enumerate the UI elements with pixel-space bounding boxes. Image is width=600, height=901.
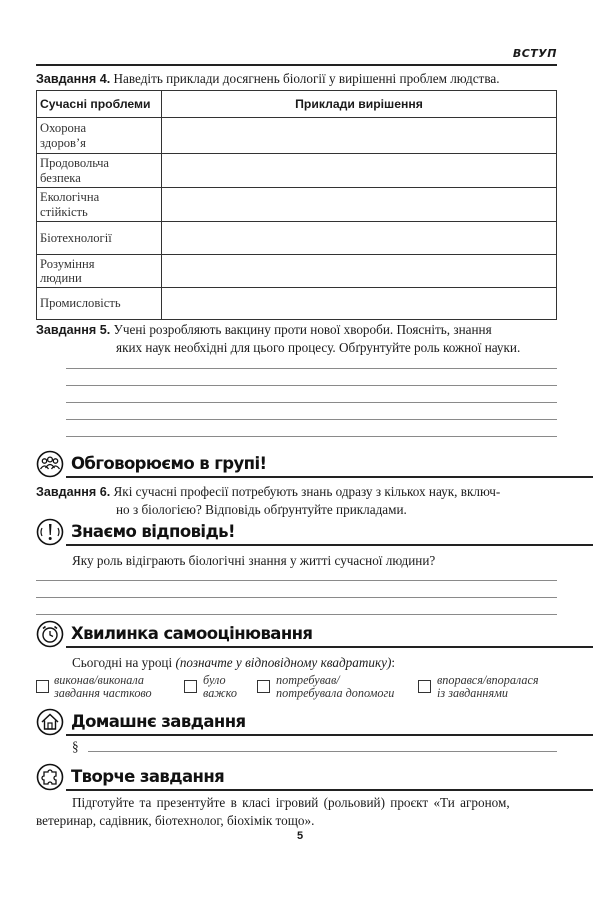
task6-label: Завдання 6. (36, 485, 111, 499)
solution-cell[interactable] (162, 222, 557, 255)
table-row (37, 255, 557, 288)
paragraph-sign: § (72, 739, 79, 754)
answer-line[interactable] (36, 580, 557, 581)
problem-cell: Промисловість (37, 288, 162, 320)
header-rule (36, 64, 557, 66)
option-partially-label: виконав/виконала завдання частково (54, 673, 152, 700)
section-rule (66, 544, 593, 546)
house-icon (36, 708, 64, 736)
table-row (37, 222, 557, 255)
answer-line[interactable] (66, 402, 557, 403)
section-know-question: Яку роль відіграють біологічні знання у житті сучасної людини? (72, 553, 436, 568)
option-difficult-label: було важко (203, 673, 237, 700)
solution-cell[interactable] (162, 255, 557, 288)
task6-heading (36, 483, 500, 501)
table-row (37, 118, 557, 154)
answer-line[interactable] (66, 419, 557, 420)
problem-cell: Продовольча безпека (37, 154, 162, 188)
section-selfeval-title: Хвилинка самооцінювання (71, 624, 313, 643)
problem-cell: Екологічна стійкість (37, 188, 162, 222)
alarm-clock-icon (36, 620, 64, 648)
task5-heading (36, 321, 492, 339)
option-needed-help-label: потребував/ потребувала допомоги (276, 673, 395, 700)
checkbox-difficult[interactable] (184, 680, 197, 693)
table-header-row (37, 91, 557, 118)
selfeval-prompt: Сьогодні на уроці (позначте у відповідному квадратику): (72, 655, 396, 670)
checkbox-managed[interactable] (418, 680, 431, 693)
section-homework-title: Домашнє завдання (71, 712, 246, 731)
puzzle-icon (36, 763, 64, 791)
problem-cell: Біотехнології (37, 222, 162, 255)
section-rule (66, 789, 593, 791)
task4-label: Завдання 4. (36, 72, 111, 86)
section-rule (66, 734, 593, 736)
table-row (37, 288, 557, 320)
option-managed-label: впорався/впоралася із завданнями (437, 673, 539, 700)
answer-line[interactable] (66, 368, 557, 369)
homework-answer-line[interactable] (88, 751, 557, 752)
solution-cell[interactable] (162, 118, 557, 154)
task5-line1: Учені розробляють вакцину проти нової хвороби. Поясніть, знання (113, 322, 492, 337)
problems-table (36, 90, 557, 320)
answer-line[interactable] (66, 385, 557, 386)
section-rule (66, 476, 593, 478)
running-header: ВСТУП (512, 47, 557, 60)
table-header-problems: Сучасні проблеми (37, 91, 162, 118)
table-header-solutions: Приклади вирішення (162, 91, 557, 118)
problem-cell: Охорона здоров’я (37, 118, 162, 154)
task4-text: Наведіть приклади досягнень біології у вирішенні проблем людства. (113, 71, 500, 86)
solution-cell[interactable] (162, 154, 557, 188)
page-number: 5 (296, 830, 304, 842)
table-row (37, 154, 557, 188)
section-know-title: Знаємо відповідь! (71, 522, 235, 541)
task5-label: Завдання 5. (36, 323, 111, 337)
solution-cell[interactable] (162, 188, 557, 222)
task4-heading (36, 70, 500, 88)
section-rule (66, 646, 593, 648)
answer-line[interactable] (66, 436, 557, 437)
table-row (37, 188, 557, 222)
checkbox-needed-help[interactable] (257, 680, 270, 693)
task6-line2: но з біологією? Відповідь обґрунтуйте прикладами. (116, 502, 407, 517)
checkbox-partially[interactable] (36, 680, 49, 693)
task6-line1: Які сучасні професії потребують знань одразу з кількох наук, включ- (113, 484, 501, 499)
problem-cell: Розуміння людини (37, 255, 162, 288)
section-creative-title: Творче завдання (71, 767, 225, 786)
answer-line[interactable] (36, 614, 557, 615)
answer-line[interactable] (36, 597, 557, 598)
exclamation-speech-icon (36, 518, 64, 546)
section-discuss-title: Обговорюємо в групі! (71, 454, 267, 473)
solution-cell[interactable] (162, 288, 557, 320)
group-discussion-icon (36, 450, 64, 478)
creative-line2: ветеринар, садівник, біотехнолог, біохімік тощо». (36, 813, 315, 828)
creative-line1: Підготуйте та презентуйте в класі ігровий (рольовий) проєкт «Ти агроном, (72, 795, 510, 810)
task5-line2: яких наук необхідні для цього процесу. Обґрунтуйте роль кожної науки. (116, 340, 521, 355)
